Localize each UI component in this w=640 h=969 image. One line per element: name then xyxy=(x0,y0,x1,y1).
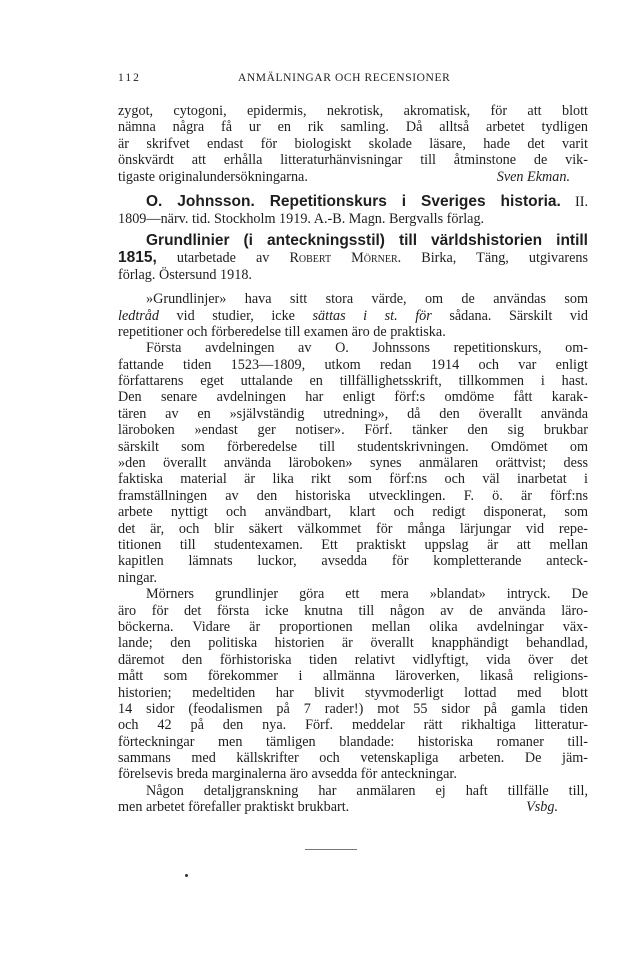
text-line: böckerna. Vidare är proportionen mellan olika avdelningar väx- xyxy=(118,618,588,635)
entry-title: O. Johnsson. Repetitionskurs i Sveriges historia. xyxy=(146,192,561,210)
text-line: »Grundlinjer» hava sitt stora värde, om de användas som xyxy=(146,291,588,308)
text-line: Mörners grundlinjer göra ett mera »blandat» intryck. De xyxy=(146,586,588,603)
text-line: särskilt som förberedelse till studentskrivningen. Omdömet om xyxy=(118,438,588,455)
text-line: lande; den politiska historien är överallt knapphändigt behandlad, xyxy=(118,635,588,652)
text-line: Första avdelningen av O. Johnssons repetitionskurs, om- xyxy=(146,340,588,357)
text-line: förelsevis breda marginalerna äro avsedda för anteckningar. xyxy=(118,766,457,783)
text-line: tigaste originalundersökningarna. xyxy=(118,168,308,185)
text-line: Någon detaljgranskning har anmälaren ej haft tillfälle till, xyxy=(146,782,588,799)
text-line: det är, och blir säkert välkommet för många lärjungar vid repe- xyxy=(118,520,588,537)
author-name: Robert Mörner. xyxy=(289,250,402,267)
text-line: är skrifvet endast för biologiskt skolade läsare, hade det varit xyxy=(118,135,588,152)
text-line: 14 sidor (feodalismen på 7 rader!) mot 55 sidor på gamla tiden xyxy=(118,700,588,717)
text-line: författarens eget uttalande en tillfällighetsskrift, tillkommen i hast. xyxy=(118,373,588,390)
page-body xyxy=(118,103,588,816)
text-line: ledtråd vid studier, icke sättas i st. för sådana. Särskilt vid xyxy=(118,307,589,324)
entry-title-end: 1815, xyxy=(118,249,157,267)
entry-heading xyxy=(118,193,588,211)
text-line: repetitioner och förberedelse till examen äro de praktiska. xyxy=(118,323,446,340)
entry-imprint: förlag. Östersund 1918. xyxy=(118,266,252,283)
text-line: framställningen av den historiska utvecklingen. F. ö. är förf:ns xyxy=(118,487,588,504)
text-line: förteckningar men tämligen blandade: historiska romaner till- xyxy=(118,733,588,750)
entry-part: II. xyxy=(575,193,589,210)
text-line: kapitlen lämnats luckor, avsedda för kompletterande anteck- xyxy=(118,553,588,570)
entry-title: Grundlinier (i anteckningsstil) till världshistorien intill xyxy=(146,232,588,250)
text-line: titionen till studentexamen. Ett praktiskt uppslag är att mellan xyxy=(118,536,588,553)
text-line: läroboken »endast ger notiser». Förf. tänker den sig brukbar xyxy=(118,422,588,439)
text-line-with-signature xyxy=(118,169,588,185)
text-line: Den senare avdelningen har enligt förf:s omdöme fått karak- xyxy=(118,389,588,406)
page-number: 112 xyxy=(118,72,141,84)
reviewer-signature: Vsbg. xyxy=(526,799,558,816)
section-divider xyxy=(305,849,357,850)
text-line: äro för det första icke knutna till någon av de använda läro- xyxy=(118,602,588,619)
text-line: däremot den förhistoriska tiden relativt vidlyftigt, vida över det xyxy=(118,651,588,668)
text-line: faktiska material är lika rikt som förf:ns och väl inarbetat i xyxy=(118,471,588,488)
reviewer-signature: Sven Ekman. xyxy=(496,168,570,185)
text-line: men arbetet förefaller praktiskt brukbart. xyxy=(118,799,350,816)
print-speck xyxy=(185,874,188,877)
text-line: ningar. xyxy=(118,569,158,586)
text-line: historien; medeltiden har blivit styvmoderligt lottad med blott xyxy=(118,684,588,701)
page-header xyxy=(118,72,588,92)
text-line: sammans med källskrifter och vetenskapliga arbeten. De jäm- xyxy=(118,750,588,767)
text-line: arbete nyttigt och användbart, klart och redigt disponerat, som xyxy=(118,504,588,521)
text-line: önskvärdt att erhålla litteraturhänvisningar till åtminstone de vik- xyxy=(118,152,588,169)
text-line: zygot, cytogoni, epidermis, nekrotisk, akromatisk, för att blott xyxy=(118,103,588,119)
running-title: ANMÄLNINGAR OCH RECENSIONER xyxy=(238,72,451,84)
text-line: »den överallt använda läroboken» synes anmälaren orättvist; dess xyxy=(118,455,588,472)
entry-imprint: 1809—närv. tid. Stockholm 1919. A.-B. Magn. Bergvalls förlag. xyxy=(118,210,485,227)
entry-heading xyxy=(118,232,588,250)
text-line: nämna några få ur en rik samling. Då alltså arbetet tydligen xyxy=(118,119,588,136)
entry-imprint: 1815, utarbetade av Robert Mörner. Birka, Täng, utgivarens xyxy=(118,249,589,267)
text-line: tären av en »självständig utredning», då den överallt använda xyxy=(118,405,588,422)
text-line-with-signature xyxy=(118,799,588,815)
text-line: mått som förekommer i allmänna läroverken, likaså religions- xyxy=(118,668,588,685)
text-line: fattande tiden 1523—1809, utkom redan 1914 och var enligt xyxy=(118,356,588,373)
text-line: och 42 på den nya. Förf. meddelar rätt rikhaltiga litteratur- xyxy=(118,717,588,734)
